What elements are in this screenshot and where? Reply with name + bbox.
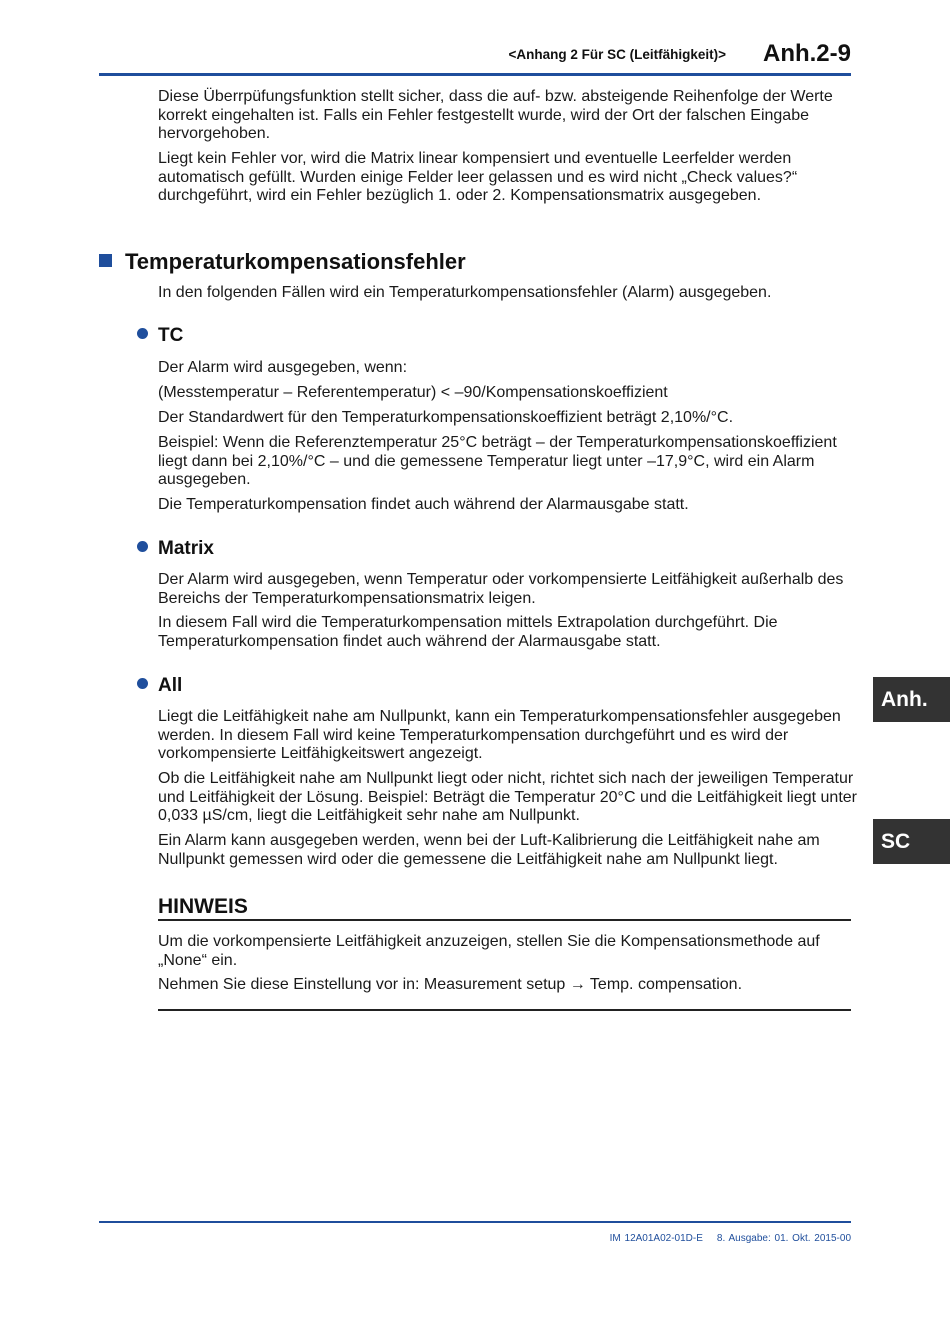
side-tab-appendix: Anh.	[873, 677, 950, 722]
note-paragraph-1: Um die vorkompensierte Leitfähigkeit anzuzeigen, stellen Sie die Kompensationsmethode auf „None“ ein.	[158, 933, 820, 969]
all-paragraph-2: Ob die Leitfähigkeit nahe am Nullpunkt liegt oder nicht, richtet sich nach der jeweiligen Temperatur und Leitfähigkeit der Lösung. Beispiel: Beträgt die Temperatur 20°C und die Leitfähigkeit liegt unter 0,033 µS/cm, liegt die Leitfähigkeit sehr nahe am Nullpunkt.	[158, 770, 857, 824]
all-paragraph-3: Ein Alarm kann ausgegeben werden, wenn bei der Luft-Kalibrierung die Leitfähigkeit nahe am Nullpunkt gemessen wird oder die gemessene die Leitfähigkeit nahe am Nullpunkt liegt.	[158, 832, 820, 868]
tc-paragraph-3: Der Standardwert für den Temperaturkompensationskoeffizient beträgt 2,10%/°C.	[158, 409, 734, 426]
subsection-heading-matrix	[137, 538, 214, 560]
note-rule-bottom	[158, 1009, 851, 1011]
section-title: Temperaturkompensationsfehler	[125, 249, 466, 274]
footer-edition: 8. Ausgabe: 01. Okt. 2015-00	[716, 1233, 851, 1244]
header-rule	[99, 73, 851, 76]
note-rule-top	[158, 919, 851, 921]
matrix-paragraph-1: Der Alarm wird ausgegeben, wenn Temperatur oder vorkompensierte Leitfähigkeit außerhalb des Bereichs der Temperaturkompensationsmatrix leigen.	[158, 571, 844, 607]
footer-doc-id: IM 12A01A02-01D-E	[609, 1233, 703, 1244]
dot-bullet-icon	[137, 541, 148, 552]
footer-rule	[99, 1221, 851, 1223]
page-number: Anh.2-9	[762, 40, 851, 67]
intro-paragraph-1: Diese Überrpüfungsfunktion stellt sicher, dass die auf- bzw. absteigende Reihenfolge der Werte korrekt eingehalten ist. Falls ein Fehler festgestellt wurde, wird der Ort der falschen Eingabe hervorgehoben.	[158, 88, 833, 142]
dot-bullet-icon	[137, 678, 148, 689]
all-paragraph-1: Liegt die Leitfähigkeit nahe am Nullpunkt, kann ein Temperaturkompensationsfehler ausgegeben werden. In diesem Fall wird keine Temperaturkompensation durchgeführt und es wird der vorkompensierte Leitfähigkeitswert angezeigt.	[158, 708, 841, 762]
note-paragraph-2: Nehmen Sie diese Einstellung vor in: Measurement setup → Temp. compensation.	[158, 976, 743, 993]
section-heading	[99, 249, 466, 275]
square-bullet-icon	[99, 254, 112, 267]
tc-paragraph-5: Die Temperaturkompensation findet auch während der Alarmausgabe statt.	[158, 496, 689, 513]
tc-paragraph-4: Beispiel: Wenn die Referenztemperatur 25°C beträgt – der Temperaturkompensationskoeffizient liegt dann bei 2,10%/°C – und die gemessene Temperatur liegt unter –17,9°C, wird ein Alarm ausgegeben.	[158, 434, 837, 488]
intro-paragraph-2: Liegt kein Fehler vor, wird die Matrix linear kompensiert und eventuelle Leerfelder werden automatisch gefüllt. Wurden einige Felder leer gelassen und es wird nicht „Check values?“ durchgeführt, wird ein Fehler bezüglich 1. oder 2. Kompensationsmatrix ausgegeben.	[158, 150, 798, 204]
dot-bullet-icon	[137, 328, 148, 339]
tc-paragraph-2: (Messtemperatur – Referentemperatur) < –90/Kompensationskoeffizient	[158, 384, 668, 401]
subsection-heading-all	[137, 675, 182, 697]
matrix-paragraph-2: In diesem Fall wird die Temperaturkompensation mittels Extrapolation durchgeführt. Die Temperaturkompensation findet auch während der Alarmausgabe statt.	[158, 614, 778, 650]
subsection-heading-tc	[137, 325, 183, 347]
footer	[610, 1233, 851, 1244]
note-title: HINWEIS	[158, 895, 248, 918]
section-intro: In den folgenden Fällen wird ein Temperaturkompensationsfehler (Alarm) ausgegeben.	[158, 284, 772, 301]
side-tab-sc: SC	[873, 819, 950, 864]
tc-paragraph-1: Der Alarm wird ausgegeben, wenn:	[158, 359, 408, 376]
subsection-title: All	[158, 675, 183, 696]
subsection-title: Matrix	[158, 538, 214, 559]
header-chapter-title: <Anhang 2 Für SC (Leitfähigkeit)>	[508, 47, 726, 62]
subsection-title: TC	[158, 325, 184, 346]
